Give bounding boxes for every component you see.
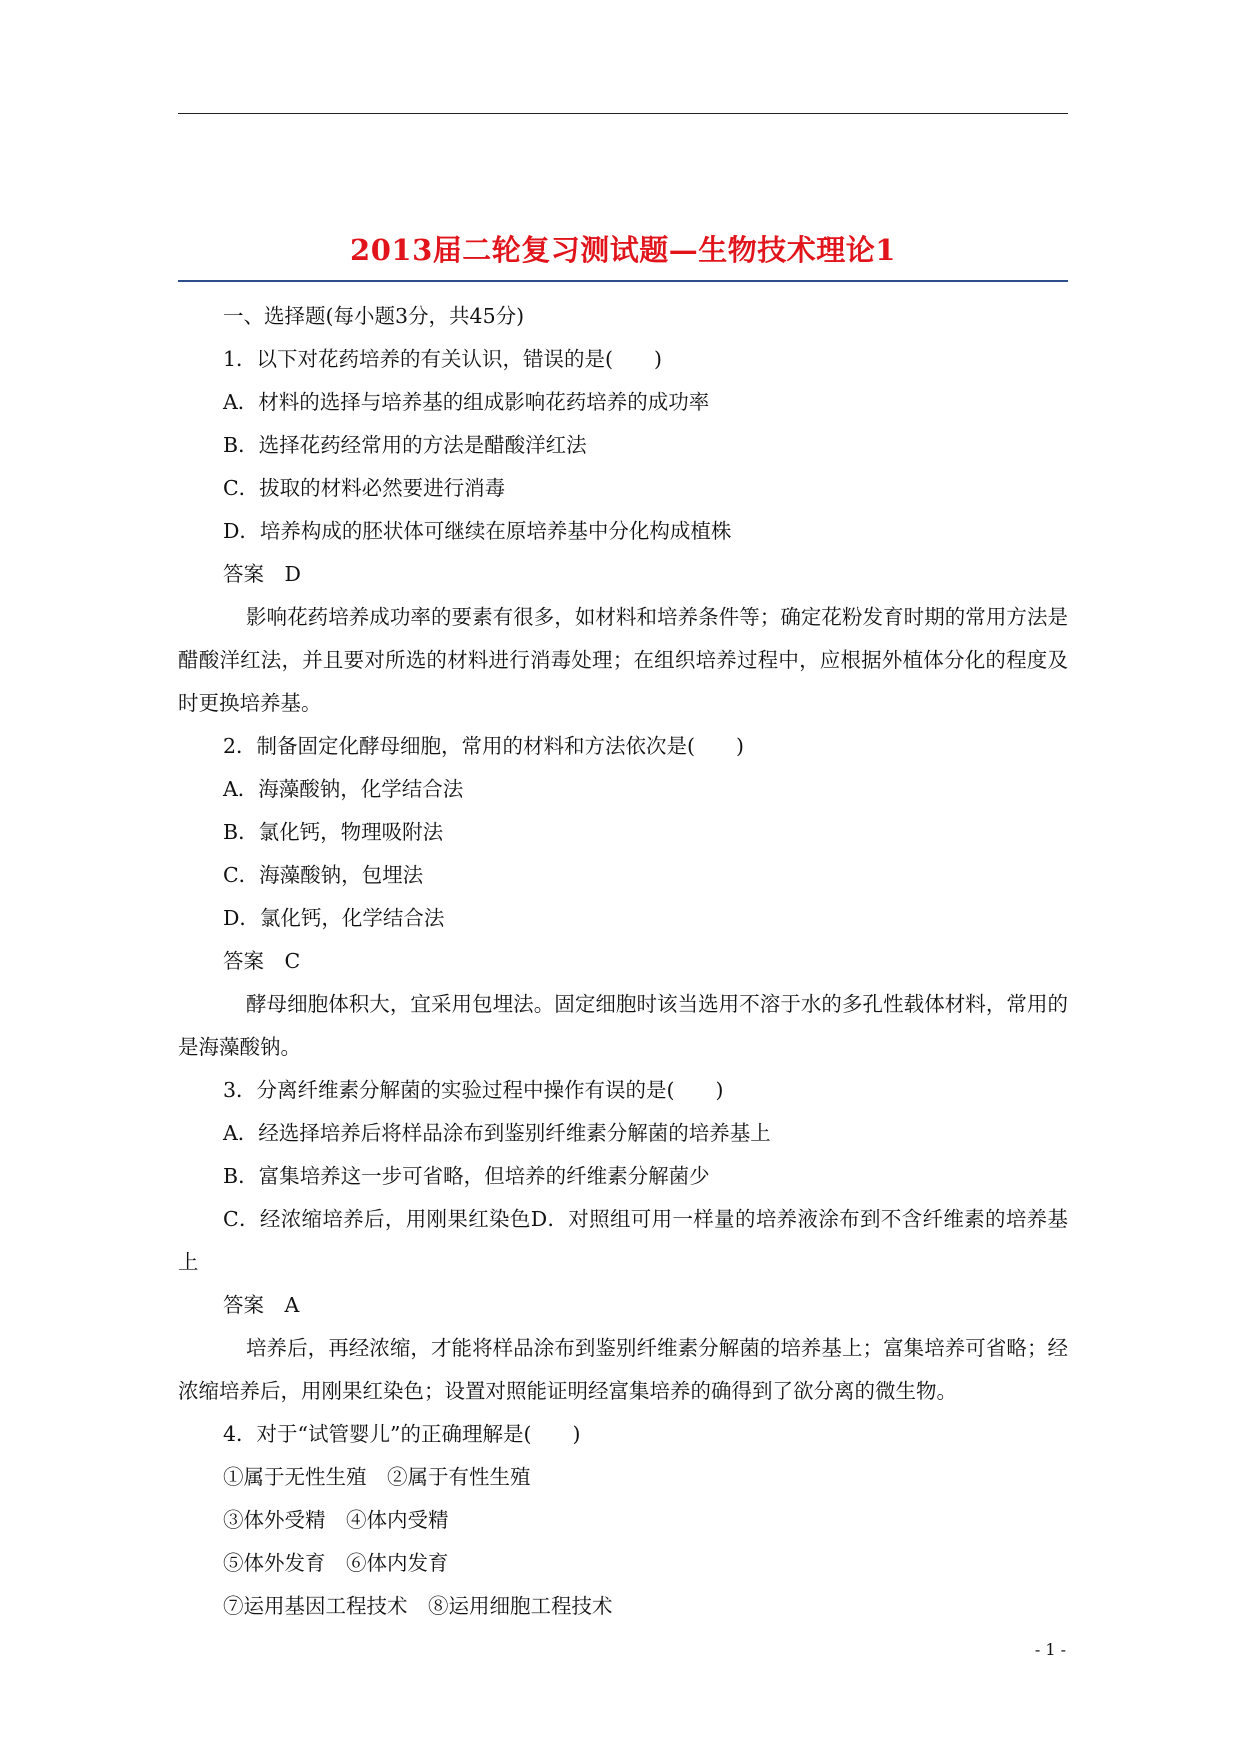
question-3-answer: 答案 A: [223, 1293, 300, 1317]
question-2-option-a: A．海藻酸钠，化学结合法: [223, 777, 464, 801]
question-3-stem: 3．分离纤维素分解菌的实验过程中操作有误的是( ): [223, 1078, 724, 1102]
question-2-option-d: D．氯化钙，化学结合法: [223, 906, 445, 930]
header-rule: [178, 113, 1068, 114]
question-2-answer: 答案 C: [223, 949, 301, 973]
question-3-option-a: A．经选择培养后将样品涂布到鉴别纤维素分解菌的培养基上: [223, 1121, 771, 1145]
question-2-option-c: C．海藻酸钠，包埋法: [223, 863, 424, 887]
question-4-item-3: ⑤体外发育 ⑥体内发育: [223, 1551, 449, 1575]
question-4-item-4: ⑦运用基因工程技术 ⑧运用细胞工程技术: [223, 1594, 613, 1618]
question-1-option-a: A．材料的选择与培养基的组成影响花药培养的成功率: [223, 390, 710, 414]
question-3-option-cd: C．经浓缩培养后，用刚果红染色D．对照组可用一样量的培养液涂布到不含纤维素的培养基上: [178, 1207, 1068, 1274]
question-2-option-b: B．氯化钙，物理吸附法: [223, 820, 444, 844]
question-3-option-b: B．富集培养这一步可省略，但培养的纤维素分解菌少: [223, 1164, 710, 1188]
question-1-option-d: D．培养构成的胚状体可继续在原培养基中分化构成植株: [223, 519, 732, 543]
question-3-explanation: 培养后，再经浓缩，才能将样品涂布到鉴别纤维素分解菌的培养基上；富集培养可省略；经浓缩培养后，用刚果红染色；设置对照能证明经富集培养的确得到了欲分离的微生物。: [178, 1336, 1068, 1403]
question-1-option-b: B．选择花药经常用的方法是醋酸洋红法: [223, 433, 587, 457]
question-1-stem: 1．以下对花药培养的有关认识，错误的是( ): [223, 347, 663, 371]
section-heading: 一、选择题(每小题3分，共45分): [223, 304, 525, 328]
question-1-answer: 答案 D: [223, 562, 301, 586]
page-number: - 1 -: [1034, 1640, 1066, 1659]
question-2-explanation: 酵母细胞体积大，宜采用包埋法。固定细胞时该当选用不溶于水的多孔性载体材料，常用的是海藻酸钠。: [178, 992, 1068, 1059]
question-4-stem: 4．对于“试管婴儿”的正确理解是( ): [223, 1422, 581, 1446]
question-1-explanation: 影响花药培养成功率的要素有很多，如材料和培养条件等；确定花粉发育时期的常用方法是醋酸洋红法，并且要对所选的材料进行消毒处理；在组织培养过程中，应根据外植体分化的程度及时更换培养基。: [178, 605, 1068, 715]
question-4-item-2: ③体外受精 ④体内受精: [223, 1508, 449, 1532]
question-2-stem: 2．制备固定化酵母细胞，常用的材料和方法依次是( ): [223, 734, 745, 758]
document-title: 2013届二轮复习测试题—生物技术理论1: [350, 233, 896, 267]
question-1-option-c: C．拔取的材料必然要进行消毒: [223, 476, 506, 500]
question-4-item-1: ①属于无性生殖 ②属于有性生殖: [223, 1465, 531, 1489]
document-body: [178, 295, 1068, 1628]
title-rule: [178, 280, 1068, 282]
